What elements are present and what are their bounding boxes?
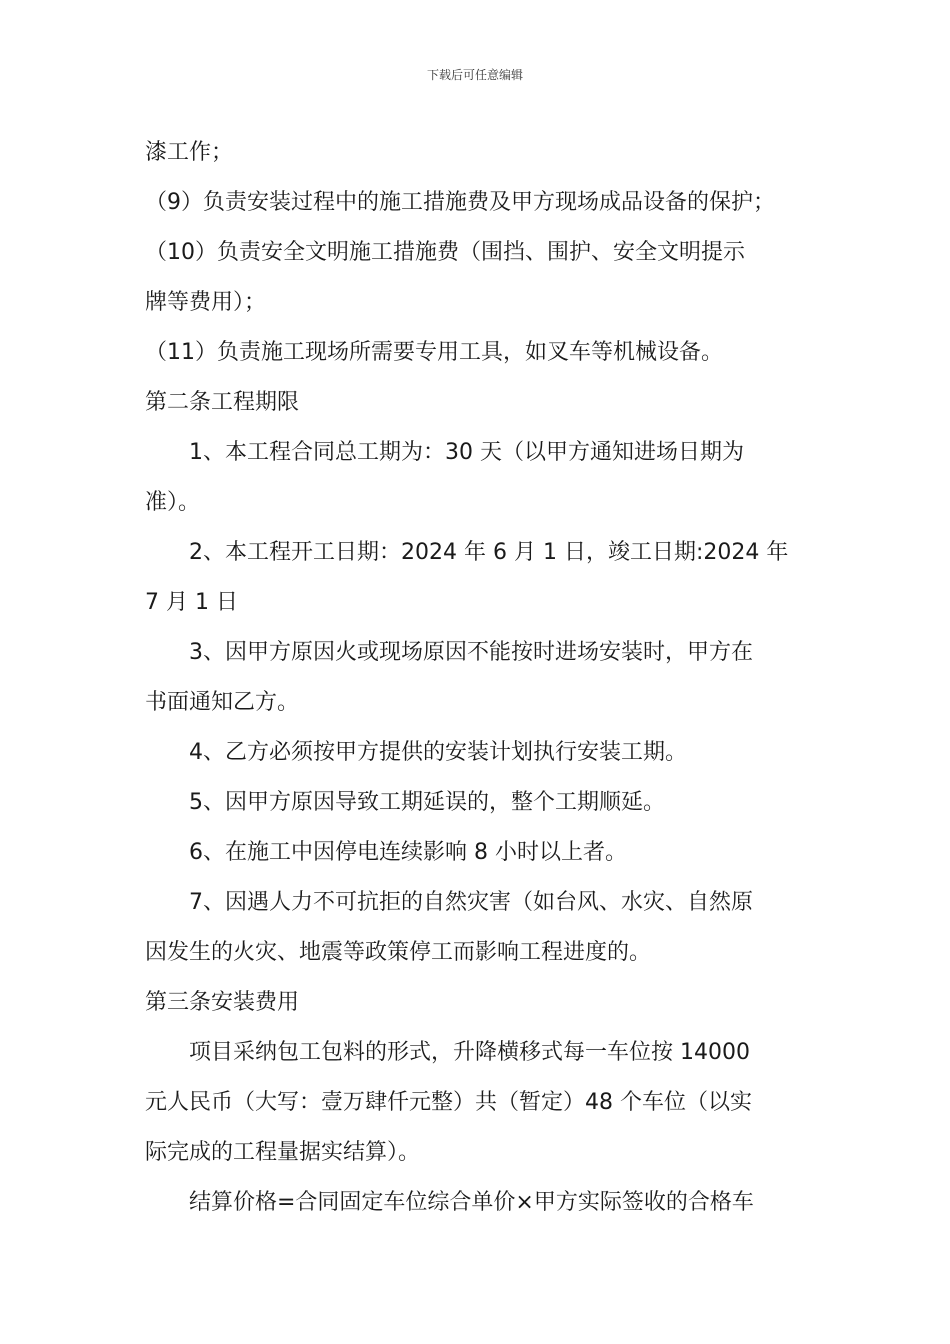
- text-line: 2、本工程开工日期：2024 年 6 月 1 日，竣工日期:2024 年: [189, 540, 789, 565]
- text-line: 6、在施工中因停电连续影响 8 小时以上者。: [189, 840, 627, 865]
- section-heading: 第三条安装费用: [145, 990, 300, 1015]
- text-line: 漆工作；: [145, 140, 234, 165]
- text-line: 4、乙方必须按甲方提供的安装计划执行安装工期。: [189, 740, 687, 765]
- text-line: 元人民币（大写：壹万肆仟元整）共（暂定）48 个车位（以实: [145, 1090, 752, 1115]
- text-line: 结算价格=合同固定车位综合单价×甲方实际签收的合格车: [189, 1190, 754, 1215]
- text-line: 7 月 1 日: [145, 590, 238, 615]
- text-line: 际完成的工程量据实结算）。: [145, 1140, 421, 1165]
- text-line: 3、因甲方原因火或现场原因不能按时进场安装时，甲方在: [189, 640, 753, 665]
- text-line: 1、本工程合同总工期为：30 天（以甲方通知进场日期为: [189, 440, 744, 465]
- text-line: （11）负责施工现场所需要专用工具，如叉车等机械设备。: [145, 340, 723, 365]
- text-line: 因发生的火灾、地震等政策停工而影响工程进度的。: [145, 940, 652, 965]
- page-header: 下载后可任意编辑: [426, 68, 523, 82]
- text-line: 准）。: [145, 490, 201, 515]
- section-heading: 第二条工程期限: [145, 390, 300, 415]
- text-line: 7、因遇人力不可抗拒的自然灾害（如台风、水灾、自然原: [189, 890, 753, 915]
- text-line: 牌等费用）；: [145, 290, 267, 315]
- text-line: 书面通知乙方。: [145, 690, 300, 715]
- text-line: （10）负责安全文明施工措施费（围挡、围护、安全文明提示: [145, 240, 745, 265]
- text-line: 项目采纳包工包料的形式，升降横移式每一车位按 14000: [189, 1040, 750, 1065]
- text-line: （9）负责安装过程中的施工措施费及甲方现场成品设备的保护；: [145, 190, 775, 215]
- text-line: 5、因甲方原因导致工期延误的，整个工期顺延。: [189, 790, 665, 815]
- document-body: [145, 128, 810, 1228]
